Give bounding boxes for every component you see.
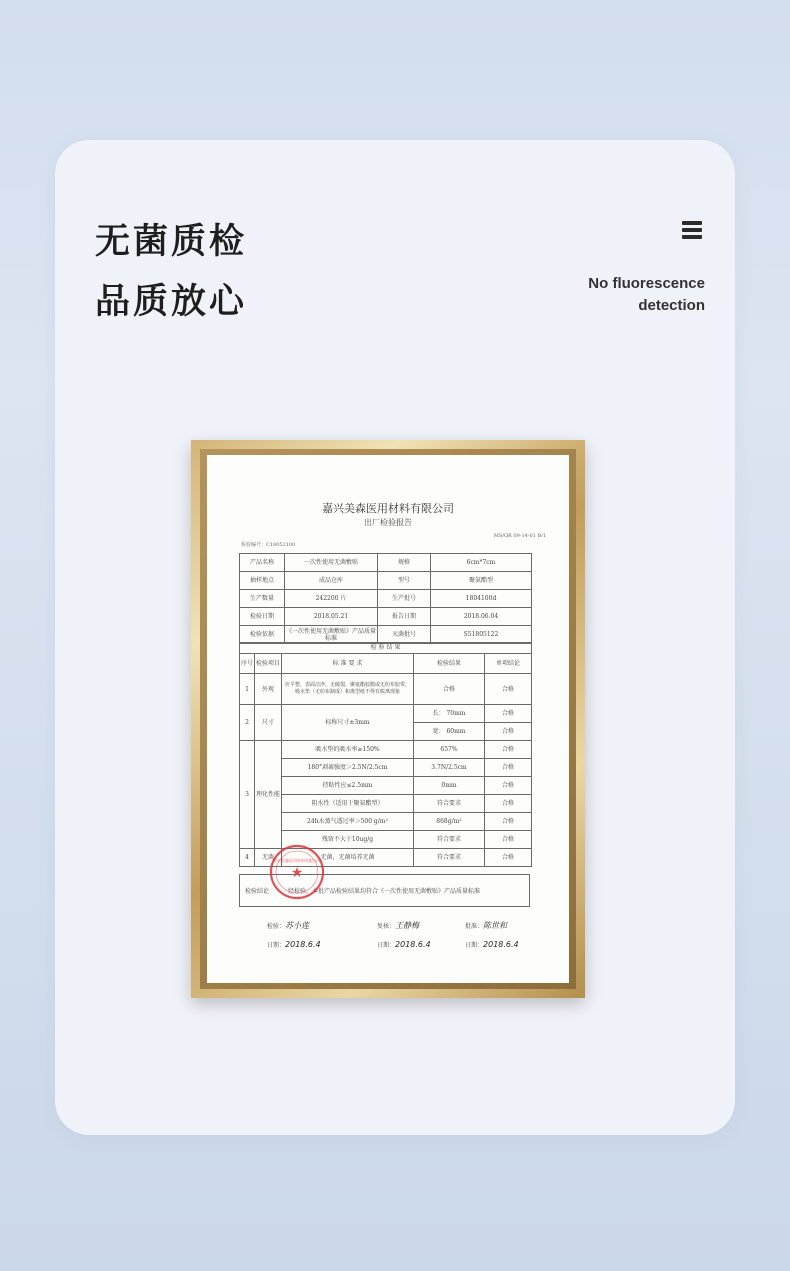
result-row-physchem [240, 813, 532, 831]
info-cell: 生产批号 [378, 590, 431, 608]
info-cell: 一次性使用无菌敷贴 [285, 554, 378, 572]
row-requirement: 持粘性应≤2.5mm [282, 777, 414, 795]
row-requirement: 无菌，无菌培养无菌 [282, 849, 414, 867]
date-value: 2018.6.4 [483, 940, 519, 949]
report-company: 嘉兴美森医用材料有限公司 [322, 502, 454, 515]
menu-icon-bar [682, 228, 702, 232]
row-requirement: 24h水蒸气透过率＞500 g/m² [282, 813, 414, 831]
row-no: 4 [240, 849, 255, 867]
row-requirement: 标称尺寸±3mm [282, 705, 414, 741]
width-label: 宽： [432, 728, 445, 735]
results-header-row [240, 654, 532, 674]
inspector-label: 检验： [267, 923, 286, 930]
header-cell: 单项结论 [485, 654, 532, 674]
info-cell: 报告日期 [378, 608, 431, 626]
content-card [55, 140, 735, 1135]
info-cell: 产品名称 [240, 554, 285, 572]
row-conclusion: 合格 [485, 831, 532, 849]
approver-date [465, 940, 519, 949]
reviewer-sign: 王静梅 [395, 921, 420, 930]
report-doc-no [241, 541, 295, 548]
result-row-physchem [240, 795, 532, 813]
length-label: 长： [432, 710, 445, 717]
result-row-physchem [240, 777, 532, 795]
info-cell: 检验依据 [240, 626, 285, 644]
reviewer-signature [377, 920, 419, 931]
approver-signature [465, 920, 507, 931]
row-conclusion: 合格 [485, 705, 532, 723]
header-cell: 检验项目 [255, 654, 282, 674]
row-result [414, 705, 485, 723]
info-row [240, 626, 532, 644]
date-label: 日期： [267, 942, 286, 949]
doc-no-value: C18052100 [266, 542, 296, 548]
row-result: 3.7N/2.5cm [414, 759, 485, 777]
subtitle-line-1: No fluorescence [588, 275, 705, 292]
row-result: 符合要求 [414, 849, 485, 867]
row-no: 1 [240, 674, 255, 705]
info-cell: 抽样地点 [240, 572, 285, 590]
date-value: 2018.6.4 [395, 940, 431, 949]
header-cell: 标 准 要 求 [282, 654, 414, 674]
result-row-appearance [240, 674, 532, 705]
result-row-physchem [240, 741, 532, 759]
info-cell: 灭菌批号 [378, 626, 431, 644]
row-result: 合格 [414, 674, 485, 705]
conclusion-label: 检验结论 [245, 888, 270, 895]
info-row [240, 572, 532, 590]
result-row-size [240, 705, 532, 723]
info-table [239, 553, 532, 644]
row-conclusion: 合格 [485, 795, 532, 813]
row-result: 符合要求 [414, 795, 485, 813]
row-item: 尺寸 [255, 705, 282, 741]
results-table [239, 653, 532, 867]
report-doc-rev: MS/QR 09-14-01 B/1 [493, 533, 546, 539]
inspector-date [267, 940, 321, 949]
info-row [240, 608, 532, 626]
info-cell: 生产数量 [240, 590, 285, 608]
info-cell: 成品仓库 [285, 572, 378, 590]
row-conclusion: 合格 [485, 759, 532, 777]
report-title: 出厂检验报告 [364, 518, 412, 527]
subtitle [588, 273, 705, 317]
row-result [414, 723, 485, 741]
info-cell: 1804100d [431, 590, 532, 608]
reviewer-date [377, 940, 431, 949]
subtitle-line-2: detection [638, 297, 705, 314]
inspector-signature [267, 920, 309, 931]
header-cell: 检验结果 [414, 654, 485, 674]
row-conclusion: 合格 [485, 813, 532, 831]
red-company-seal [269, 844, 325, 900]
row-requirement: 吸水垫的吸水率≥150% [282, 741, 414, 759]
length-value: 70mm [446, 710, 466, 717]
row-no: 2 [240, 705, 255, 741]
row-result: 符合要求 [414, 831, 485, 849]
info-row [240, 554, 532, 572]
frame-inner-edge [200, 449, 576, 989]
results-title: 检 验 结 果 [239, 642, 532, 654]
info-row [240, 590, 532, 608]
row-result: 0mm [414, 777, 485, 795]
header-cell: 序号 [240, 654, 255, 674]
doc-no-label: 检验编号： [241, 542, 267, 548]
seal-text: 嘉兴美森医用材料有限公司 [273, 858, 321, 863]
approver-label: 批准： [465, 923, 484, 930]
info-cell: 242200 片 [285, 590, 378, 608]
info-cell: 规格 [378, 554, 431, 572]
row-requirement: 残留不大于10ug/g [282, 831, 414, 849]
width-value: 60mm [446, 728, 466, 735]
row-requirement: 应平整、表面洁净，无破损，聚氨酯胶膜或无纺布胶带，吸水垫（无纺布制成）和离型纸不得有脱离现象 [282, 674, 414, 705]
info-cell: 型号 [378, 572, 431, 590]
headline-sterile-inspection: 无菌质检 [95, 222, 248, 262]
row-requirement: 180°剥离强度＞2.5N/2.5cm [282, 759, 414, 777]
approver-sign: 陈世和 [483, 921, 508, 930]
row-conclusion: 合格 [485, 741, 532, 759]
certificate-frame [191, 440, 585, 998]
info-cell: S51805122 [431, 626, 532, 644]
headline-quality-assured: 品质放心 [95, 282, 248, 322]
row-result: 868g/m² [414, 813, 485, 831]
date-label: 日期： [377, 942, 396, 949]
row-conclusion: 合格 [485, 674, 532, 705]
reviewer-label: 复核： [377, 923, 396, 930]
date-label: 日期： [465, 942, 484, 949]
row-item: 理化性能 [255, 741, 282, 849]
inspection-report [207, 455, 569, 983]
row-no: 3 [240, 741, 255, 849]
result-row-physchem [240, 759, 532, 777]
menu-icon-bar [682, 235, 702, 239]
info-cell: 2018.06.04 [431, 608, 532, 626]
row-item: 无菌 [255, 849, 282, 867]
info-cell: 聚氨酯型 [431, 572, 532, 590]
info-cell: 《一次性使用无菌敷贴》产品质量标准 [286, 627, 377, 642]
row-item: 外观 [255, 674, 282, 705]
menu-icon-bar [682, 221, 702, 225]
conclusion-text: 经检验，本批产品检验结果均符合《一次性使用无菌敷贴》产品质量标准 [288, 888, 481, 895]
row-result: 657% [414, 741, 485, 759]
row-requirement: 阻水性（适用于聚氨酯型） [282, 795, 414, 813]
row-conclusion: 合格 [485, 849, 532, 867]
row-conclusion: 合格 [485, 777, 532, 795]
svg-text:★: ★ [290, 865, 304, 881]
date-value: 2018.6.4 [285, 940, 321, 949]
info-cell: 检验日期 [240, 608, 285, 626]
inspector-sign: 苏小莲 [285, 921, 310, 930]
info-cell: 6cm*7cm [431, 554, 532, 572]
row-conclusion: 合格 [485, 723, 532, 741]
info-cell: 2018.05.21 [285, 608, 378, 626]
menu-icon[interactable] [682, 221, 702, 239]
